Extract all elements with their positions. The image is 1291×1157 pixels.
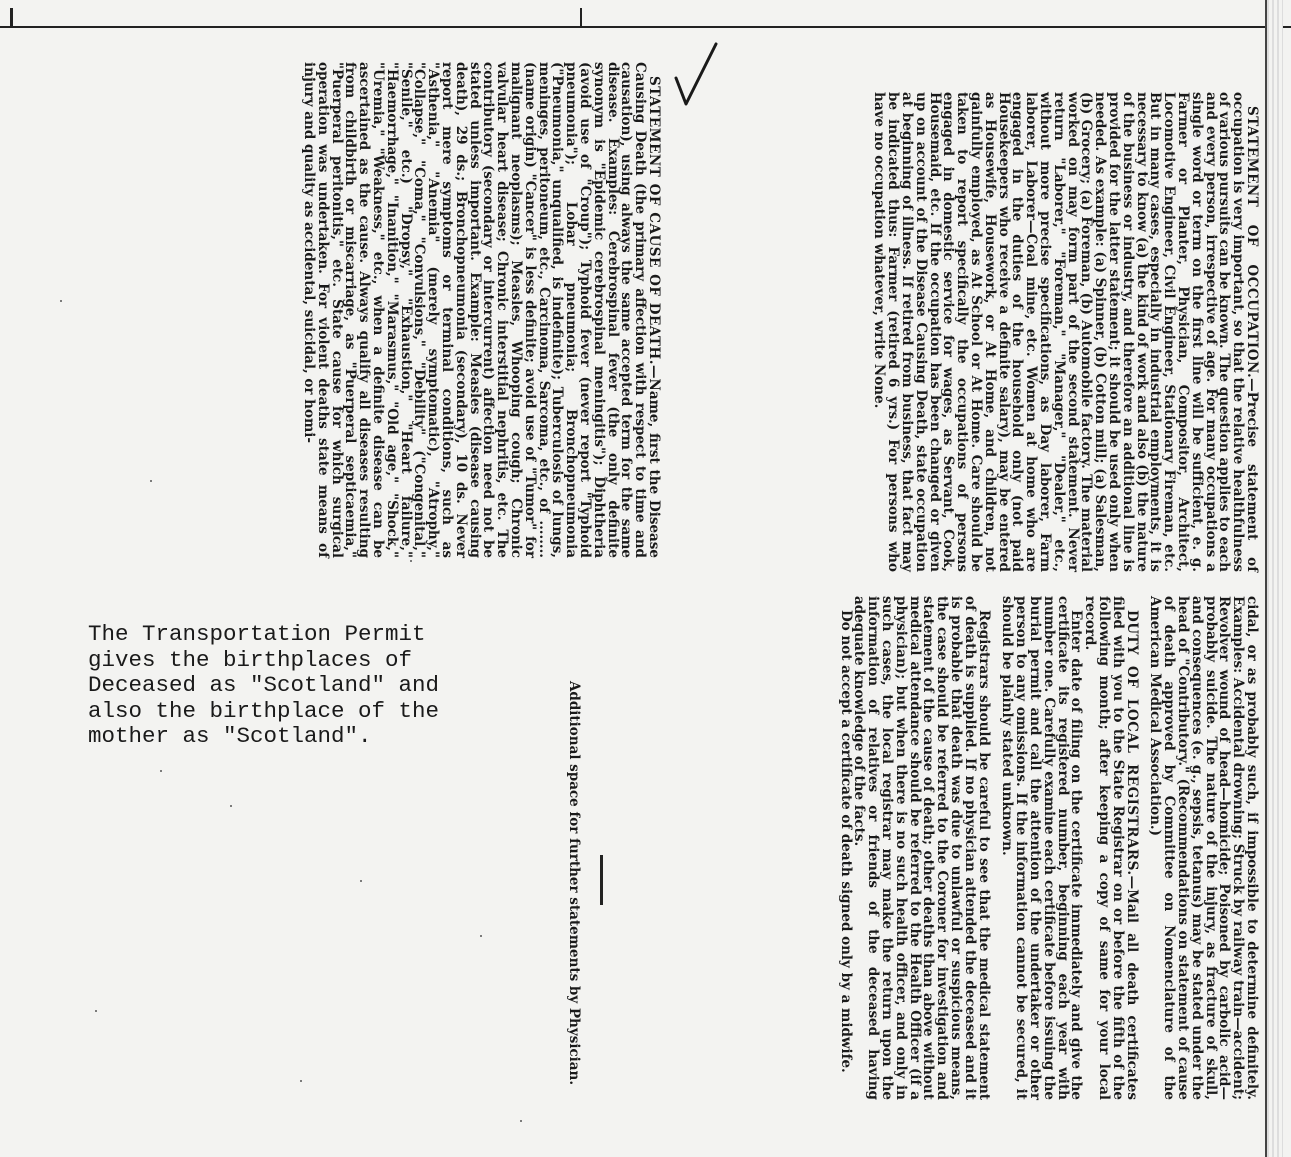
page-right-edge [1265, 0, 1283, 1157]
registrars-column [838, 596, 1258, 1100]
cause-of-death-column [301, 62, 660, 558]
signature-dash [600, 855, 603, 905]
scan-speck [300, 1080, 302, 1082]
additional-space-column [566, 648, 580, 1118]
occupation-heading: STATEMENT OF OCCUPATION. [1244, 106, 1260, 379]
scan-speck [410, 560, 412, 562]
cause-of-death-text: —Name, first the Disease Causing Death (the primary affection with respect to time and causation), using always the same accepted term for the same disease. Examples: Cerebrospinal fever (the only definite synonym is "Epidemic cerebrospinal meningitis"); Diphtheria (avoid use of "Croup"); Typhoid fever (never report "Typhoid pneumonia"); Lobar pneumonia; Bronchopneumonia ("Pneumonia," unqualified, is indefinite); Tuberculosis of lungs, meninges, peritoneum, etc., Carcinoma, Sarcoma, etc., of ........ (name origin) "Cancer" is less definite; avoid use of "Tumor" for malignant neoplasms); Measles, Whooping cough; Chronic valvular heart disease; Chronic interstitial nephritis, etc. The contributory (secondary or intercurrent) affection need not be stated unless important. Example: Measles (disease causing death), 29 ds.; Bronchopneumonia (secondary), 10 ds. Never report mere symptoms or terminal conditions, such as "Asthenia," "Anemia" (merely symptomatic), "Atrophy," "Collapse," "Coma," "Convulsions," "Debility" ("Congenital," "Senile," etc.) "Dropsy," "Exhaustion," "Heart failure," "Haemorrhage," "Inanition," "Marasmus," "Old age," "Shock," "Uremia," "Weakness," etc., when a definite disease can be ascertained as the cause. Always qualify all diseases resulting from childbirth or miscarriage, as "Puerperal septicaemia," "Puerperal peritonitis," etc. State cause for which surgical operation was undertaken. For violent deaths state means of injury and quality as accidental, suicidal, or homi- [301, 62, 662, 558]
additional-space-label: Additional space for further statements by Physician. [566, 680, 582, 1086]
occupation-text: —Precise statement of occupation is very important, so that the relative healthfulness of various pursuits can be known. The question applies to each and every person, irrespective of age. For many occupations a single word or term on the first line will be sufficient, e. g. Farmer or Planter, Physician, Compositor, Architect, Locomotive Engineer, Civil Engineer, Stationary Fireman, etc. But in many cases, especially in industrial employments, it is necessary to know (a) the kind of work and also (b) the nature of the business or industry, and therefore an additional line is provided for the latter statement; it should be used only when needed. As example: (a) Spinner, (b) Cotton mill; (a) Salesman, (b) Grocery; (a) Foreman, (b) Automobile factory. The material worked on may form part of the second statement. Never return "Laborer," "Foreman," "Manager," "Dealer," etc., without more precise specifications, as Day laborer, Farm laborer, Laborer—Coal mine, etc. Women at home who are engaged in the duties of the household only (not paid Housekeepers who receive a definite salary), may be entered as Housewife, Housework, or At Home, and children, not gainfully employed, as At School or At Home. Care should be taken to report specifically the occupations of persons engaged in domestic service for wages, as Servant, Cook, Housemaid, etc. If the occupation has been changed or given up on account of the Disease Causing Death, state occupation at beginning of illness. If retired from business, that fact may be indicated thus: Farmer (retired 6 yrs.) For persons who have no occupation whatever, write None. [871, 92, 1260, 572]
typewritten-note: The Transportation Permit gives the birthplaces of Deceased as "Scotland" and also the birthplace of the mother as "Scotland". [88, 621, 440, 749]
occupation-column [872, 92, 1258, 572]
scan-speck [480, 935, 482, 937]
registrars-duty-2: Enter date of filing on the certificate immediately and give the certificate its registered number, beginning each year with number one. Carefully examine each certificate before issuing the burial permit and call the attention of the undertaker or other person to any omissions. If the information cannot be secured, it should be plainly stated unknown. [999, 596, 1085, 1100]
registrars-duty-3: Registrars should be careful to see that the medical statement of death is supplied. If no physician attended the deceased and it is probable that death was due to unlawful or suspicious means, the case should be referred to the Coroner for investigation and statement of the cause of death; other deaths than above without medical attendance should be referred to the Health Officer (if a physician); but when there is no such health officer, and only in such cases, the local registrar may make the return upon the information of relatives or friends of the deceased having adequate knowledge of the facts. [851, 596, 992, 1100]
registrars-duty-4: Do not accept a certificate of death signed only by a midwife. [837, 610, 854, 1073]
cause-of-death-heading: STATEMENT OF CAUSE OF DEATH. [646, 76, 662, 365]
scan-speck [360, 880, 362, 882]
cause-continuation: cidal, or as probably such, if impossible to determine definitely. Examples: Accidental drowning; Struck by railway train—accident; Revolver wound of head—homicide; Poisoned by carbolic acid—probably suicide. The nature of the injury, as fracture of skull, and consequences (e. g., sepsis, tetanus) may be stated under the head of "Contributory." (Recommendations on statement of cause of death approved by Committee on Nomenclature of the American Medical Association.) [1147, 596, 1260, 1100]
scan-speck [150, 480, 152, 482]
registrars-duty-1: —Mail all death certificates filed with you to the State Registrar on or before the fifth of the following month; after keeping a copy of same for your local record. [1082, 596, 1140, 1100]
scan-speck [60, 300, 62, 302]
page-corner-mark [10, 8, 13, 28]
scan-speck [160, 770, 162, 772]
scan-speck [520, 1120, 522, 1122]
scan-speck [95, 1010, 97, 1012]
scan-speck [230, 805, 232, 807]
check-mark-icon [672, 42, 722, 112]
fold-mark [580, 8, 582, 26]
page-top-edge [0, 0, 1291, 28]
registrars-heading: DUTY OF LOCAL REGISTRARS. [1123, 610, 1140, 876]
